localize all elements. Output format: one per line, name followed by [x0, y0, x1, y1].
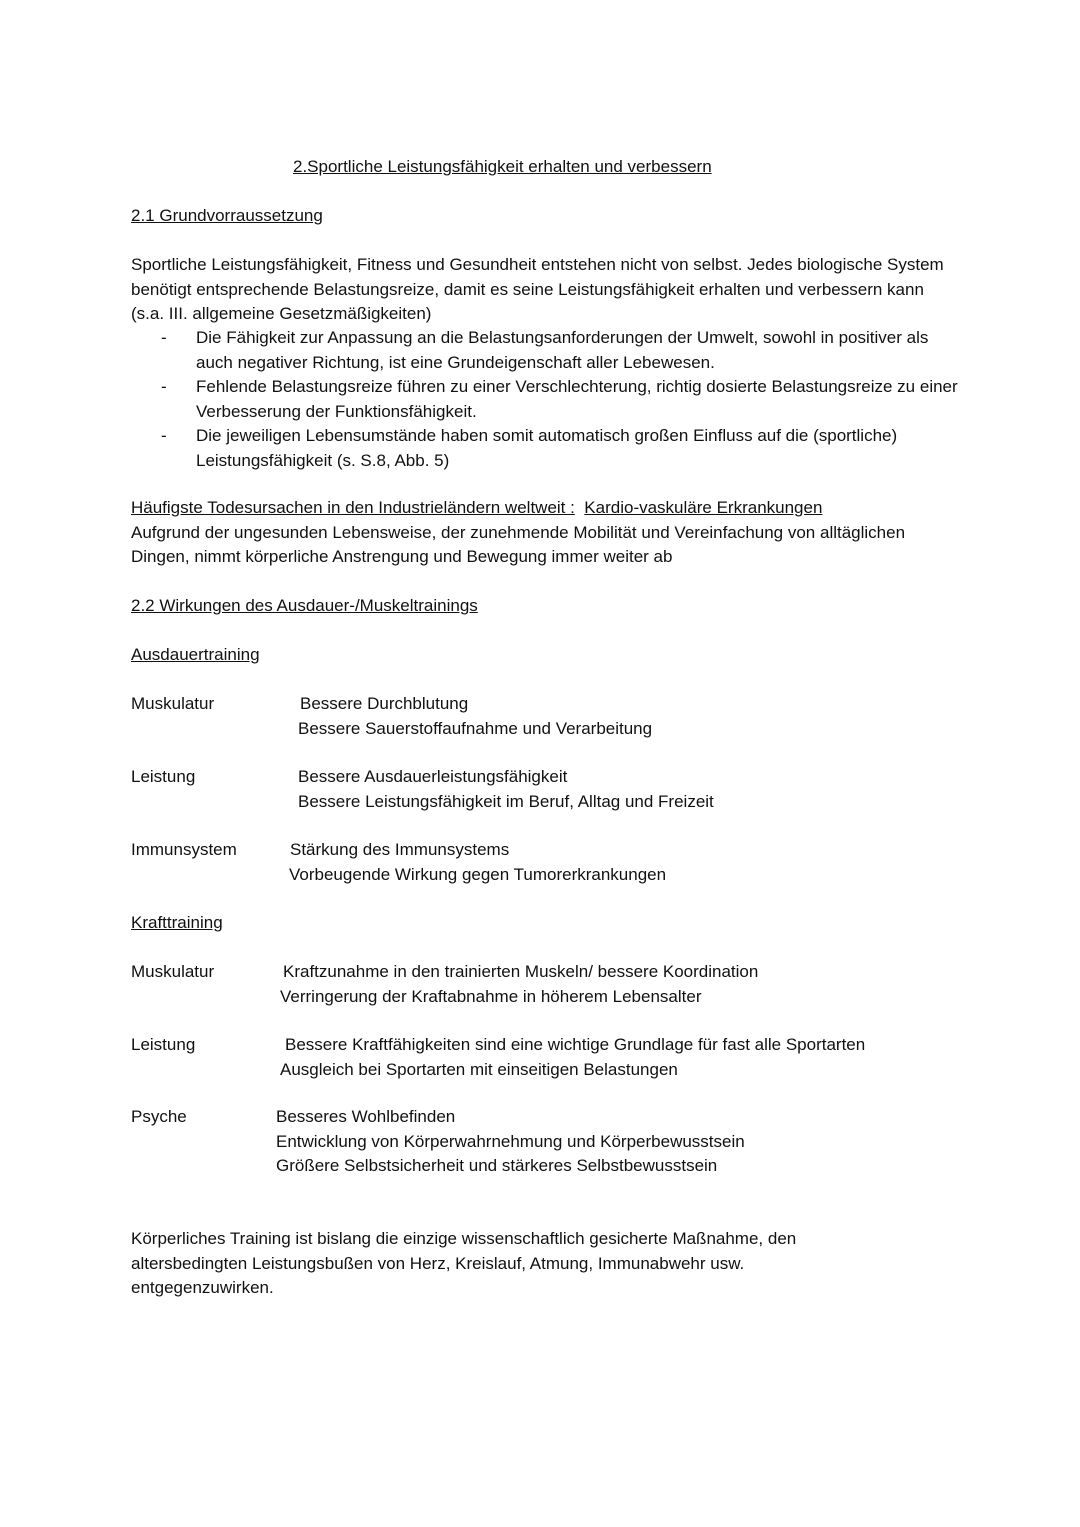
row-label: Muskulatur — [131, 694, 215, 713]
bullet-marker: - — [161, 377, 167, 396]
row-value: Größere Selbstsicherheit und stärkeres Selbstbewusstsein — [276, 1156, 718, 1175]
list-item — [161, 375, 961, 424]
death-causes-block — [131, 496, 961, 570]
kraft-heading: Krafttraining — [131, 913, 223, 932]
row-value: Bessere Kraftfähigkeiten sind eine wichtige Grundlage für fast alle Sportarten — [285, 1035, 866, 1054]
death-causes-line — [131, 496, 961, 521]
bullet-marker: - — [161, 426, 167, 445]
row-values — [298, 692, 652, 741]
row-value: Bessere Durchblutung — [300, 694, 469, 713]
row-label: Psyche — [131, 1107, 187, 1126]
row-label: Leistung — [131, 767, 196, 786]
list-item — [161, 326, 961, 375]
list-item — [161, 424, 961, 473]
section-2-1-heading: 2.1 Grundvorraussetzung — [131, 206, 323, 225]
page-title: 2.Sportliche Leistungsfähigkeit erhalten und verbessern — [293, 157, 712, 176]
row-value: Ausgleich bei Sportarten mit einseitigen Belastungen — [280, 1059, 678, 1079]
row-value: Bessere Ausdauerleistungsfähigkeit — [298, 767, 568, 786]
closing-paragraph: Körperliches Training ist bislang die einzige wissenschaftlich gesicherte Maßnahme, den altersbedingten Leistungsbußen von Herz, Kreislauf, Atmung, Immunabwehr usw. entgegenzuwirken. — [131, 1229, 797, 1297]
row-values — [276, 1105, 745, 1179]
row-value: Vorbeugende Wirkung gegen Tumorerkrankungen — [289, 864, 667, 884]
row-values — [289, 838, 666, 887]
row-values — [280, 1033, 865, 1082]
row-values — [298, 765, 714, 814]
row-label: Immunsystem — [131, 840, 237, 859]
bullet-text: Die jeweiligen Lebensumstände haben somit automatisch großen Einfluss auf die (sportliche) Leistungsfähigkeit (s. S.8, Abb. 5) — [196, 426, 898, 470]
row-value: Besseres Wohlbefinden — [276, 1107, 456, 1126]
bullet-list — [161, 326, 961, 473]
row-value: Bessere Sauerstoffaufnahme und Verarbeitung — [298, 718, 653, 738]
row-value: Verringerung der Kraftabnahme in höherem Lebensalter — [280, 986, 702, 1006]
row-value: Bessere Leistungsfähigkeit im Beruf, Alltag und Freizeit — [298, 791, 714, 811]
row-label: Muskulatur — [131, 962, 215, 981]
row-values — [280, 960, 758, 1009]
bullet-marker: - — [161, 328, 167, 347]
intro-paragraph: Sportliche Leistungsfähigkeit, Fitness und Gesundheit entstehen nicht von selbst. Jedes biologische System benötigt entsprechende Belastungsreize, damit es seine Leistungsfähigkeit erhalten und verbessern kann (s.a. III. allgemeine Gesetzmäßigkeiten) — [131, 255, 944, 323]
section-2-2-heading: 2.2 Wirkungen des Ausdauer-/Muskeltrainings — [131, 596, 478, 615]
death-causes-text: Aufgrund der ungesunden Lebensweise, der zunehmende Mobilität und Vereinfachung von alltäglichen Dingen, nimmt körperliche Anstrengung und Bewegung immer weiter ab — [131, 522, 906, 566]
bullet-text: Die Fähigkeit zur Anpassung an die Belastungsanforderungen der Umwelt, sowohl in positiver als auch negativer Richtung, ist eine Grundeigenschaft aller Lebewesen. — [196, 328, 929, 372]
death-causes-value: Kardio-vaskuläre Erkrankungen — [584, 498, 823, 517]
row-value: Entwicklung von Körperwahrnehmung und Körperbewusstsein — [276, 1131, 745, 1151]
row-value: Stärkung des Immunsystems — [290, 840, 510, 859]
death-causes-label: Häufigste Todesursachen in den Industrieländern weltweit : — [131, 498, 575, 517]
row-value: Kraftzunahme in den trainierten Muskeln/ bessere Koordination — [283, 962, 759, 981]
bullet-text: Fehlende Belastungsreize führen zu einer Verschlechterung, richtig dosierte Belastungsreize zu einer Verbesserung der Funktionsfähigkeit. — [196, 377, 958, 421]
ausdauer-heading: Ausdauertraining — [131, 645, 260, 664]
row-label: Leistung — [131, 1035, 196, 1054]
